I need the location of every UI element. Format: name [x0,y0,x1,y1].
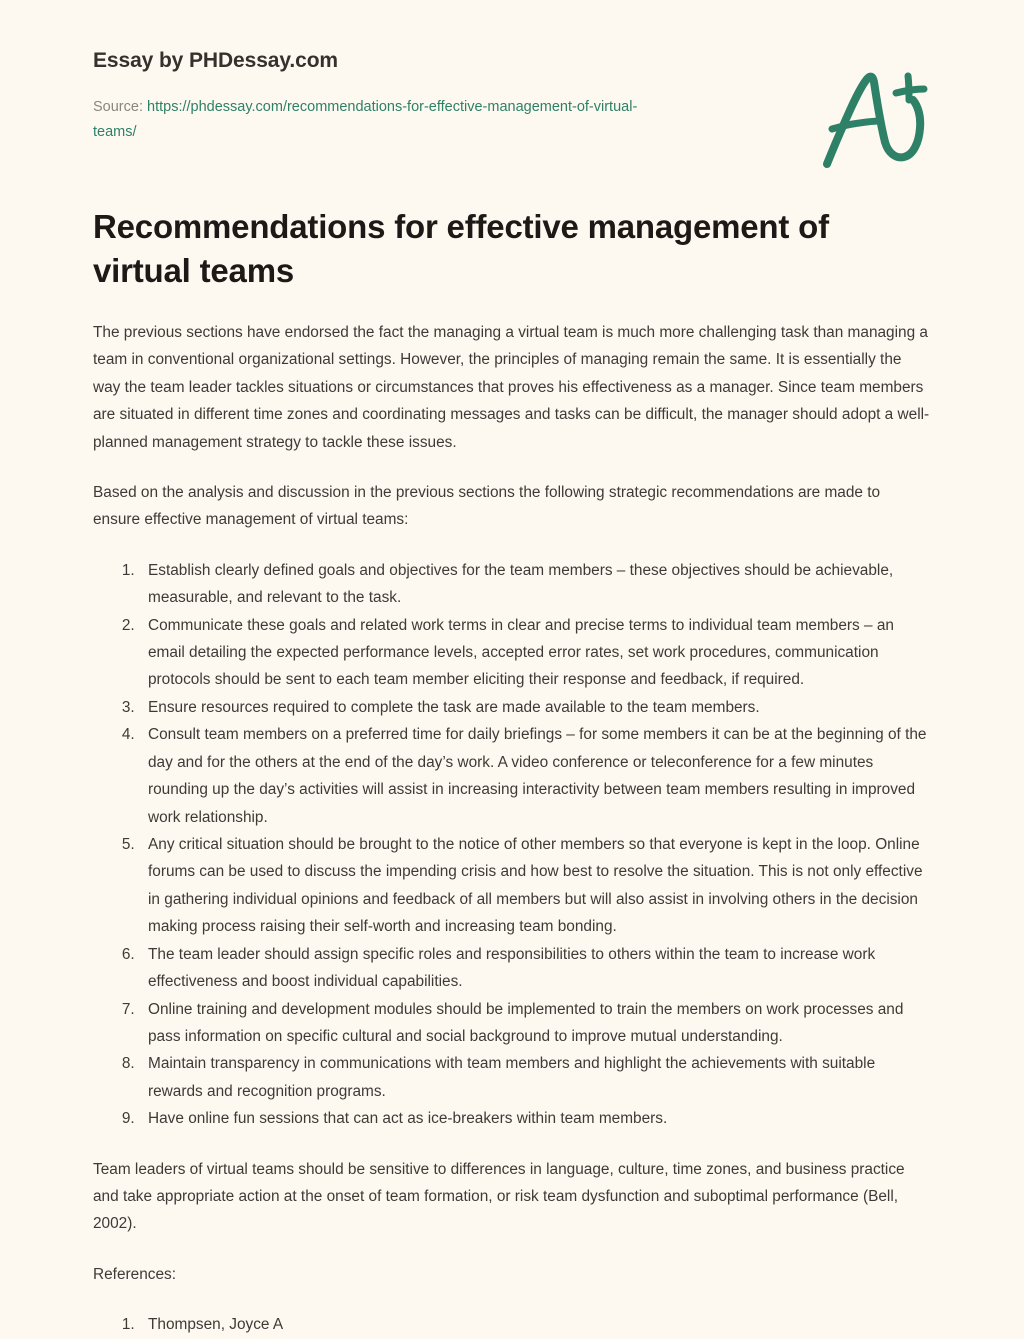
intro-paragraph: The previous sections have endorsed the fact the managing a virtual team is much more challenging task than managing a team in conventional organizational settings. However, the principles of managing remain the same. It is essentially the way the team leader tackles situations or circumstances that proves his effectiveness as a manager. Since team members are situated in different time zones and coordinating messages and tasks can be difficult, the manager should adopt a well-planned management strategy to tackle these issues. [93,323,930,451]
list-item: 6. The team leader should assign specific roles and responsibilities to others within the team to increase work effectiveness and boost individual capabilities. [139,941,931,996]
list-item: 4. Consult team members on a preferred time for daily briefings – for some members it can be at the beginning of the day and for the others at the end of the day’s work. A video conference or teleconference for a few minutes rounding up the day’s activities will assist in increasing interactivity between team members resulting in improved work relationship. [139,721,931,831]
source-label: Source: [93,99,143,116]
recommendations-list [93,557,931,1133]
source-line [93,95,663,145]
brand-title: Essay by PHDessay.com [93,49,338,72]
references-heading: References: [93,1265,176,1283]
list-item: 3. Ensure resources required to complete the task are made available to the team members. [139,694,931,721]
page-header [93,0,931,145]
list-item: 2. Communicate these goals and related work terms in clear and precise terms to individual team members – an email detailing the expected performance levels, accepted error rates, set work procedures, communication protocols should be sent to each team member eliciting their response and feedback, if required. [139,612,931,694]
list-item: 1. Thompsen, Joyce A [139,1311,931,1338]
references-list [93,1311,931,1338]
list-item: 1. Establish clearly defined goals and objectives for the team members – these objectives should be achievable, measurable, and relevant to the task. [139,557,931,612]
list-item: 8. Maintain transparency in communications with team members and highlight the achievements with suitable rewards and recognition programs. [139,1050,931,1105]
list-item: 7. Online training and development modules should be implemented to train the members on work processes and pass information on specific cultural and social background to improve mutual understanding. [139,996,931,1051]
list-item: 5. Any critical situation should be brought to the notice of other members so that everyone is kept in the loop. Online forums can be used to discuss the impending crisis and how best to resolve the situation. This is not only effective in gathering individual opinions and feedback of all members but will also assist in involving others in the decision making process raising their self-worth and increasing team bonding. [139,831,931,941]
list-item: 9. Have online fun sessions that can act as ice-breakers within team members. [139,1105,931,1132]
lead-in-paragraph: Based on the analysis and discussion in the previous sections the following strategic recommendations are made to ensure effective management of virtual teams: [93,483,881,529]
source-url-link[interactable]: https://phdessay.com/recommendations-for-effective-management-of-virtual-teams/ [93,99,638,141]
page-title: Recommendations for effective management of virtual teams [93,208,829,289]
a-plus-logo [801,58,941,178]
article-body [93,293,931,1339]
closing-paragraph: Team leaders of virtual teams should be sensitive to differences in language, culture, time zones, and business practice and take appropriate action at the onset of team formation, or risk team dysfunction and suboptimal performance (Bell, 2002). [93,1160,905,1233]
